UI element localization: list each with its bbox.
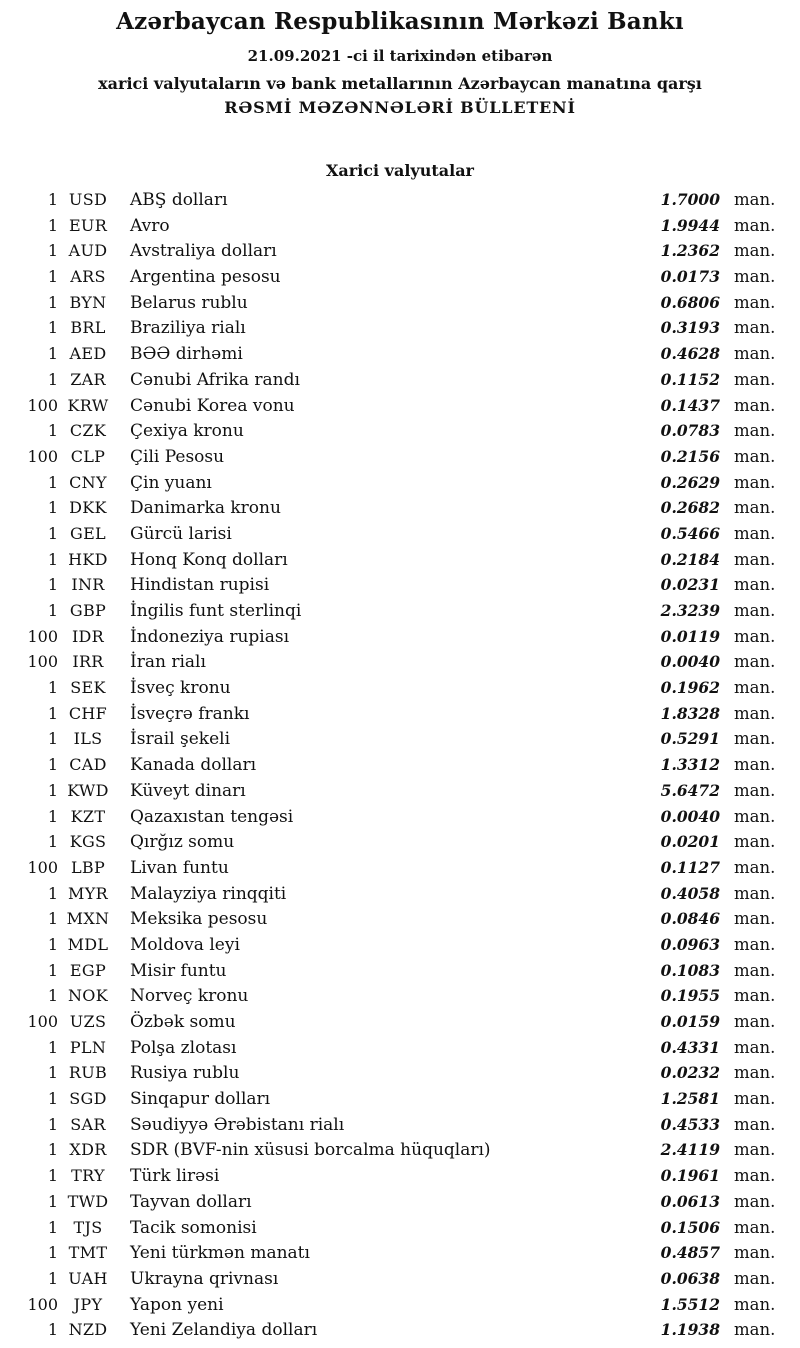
currency-row xyxy=(18,752,776,778)
row-unit-label: man. xyxy=(734,1166,776,1186)
row-quantity: 1 xyxy=(47,190,58,209)
row-unit-label: man. xyxy=(734,755,776,775)
row-unit-label: man. xyxy=(734,1243,776,1263)
row-currency-name: Kanada dolları xyxy=(130,755,257,776)
row-unit-label: man. xyxy=(734,1037,776,1057)
row-currency-code: MYR xyxy=(68,883,108,903)
row-rate-value: 1.1938 xyxy=(660,1320,720,1340)
row-quantity: 100 xyxy=(27,1012,58,1031)
row-unit-label: man. xyxy=(734,1191,776,1211)
row-rate-value: 0.1437 xyxy=(660,395,720,415)
row-rate-value: 0.0173 xyxy=(660,267,720,287)
row-quantity: 1 xyxy=(47,318,58,338)
currency-row xyxy=(18,1266,776,1292)
row-quantity: 1 xyxy=(47,1268,58,1288)
row-quantity: 1 xyxy=(47,601,58,620)
row-currency-name: Meksika pesosu xyxy=(130,909,268,930)
row-quantity: 1 xyxy=(47,832,58,852)
row-quantity: 1 xyxy=(47,934,58,954)
row-quantity: 1 xyxy=(47,883,58,903)
row-quantity: 1 xyxy=(47,575,58,595)
row-rate-value: 0.0201 xyxy=(660,832,720,852)
row-currency-name: Avro xyxy=(130,215,170,236)
row-currency-name: Ukrayna qrivnası xyxy=(130,1268,279,1289)
row-unit-label: man. xyxy=(734,1217,776,1237)
row-unit-label: man. xyxy=(734,215,776,235)
row-rate-value: 2.3239 xyxy=(660,601,720,620)
row-rate-value: 0.0638 xyxy=(660,1268,720,1288)
row-rate-value: 0.0613 xyxy=(660,1191,720,1211)
row-currency-code: UZS xyxy=(69,1012,107,1031)
row-currency-name: İndoneziya rupiası xyxy=(130,626,290,647)
row-quantity: 1 xyxy=(47,909,58,929)
row-unit-label: man. xyxy=(734,1320,776,1340)
effective-date-line: 21.09.2021 -ci il tarixindən etibarən xyxy=(247,47,553,65)
row-currency-code: RUB xyxy=(68,1063,108,1083)
row-quantity: 100 xyxy=(27,1294,58,1314)
row-currency-name: İsveç kronu xyxy=(130,678,231,699)
row-currency-code: SAR xyxy=(70,1114,106,1134)
row-currency-code: EGP xyxy=(69,960,107,980)
currency-row xyxy=(18,932,776,958)
row-unit-label: man. xyxy=(734,1063,776,1083)
row-unit-label: man. xyxy=(734,1294,776,1314)
row-currency-name: İsveçrə frankı xyxy=(130,703,250,724)
row-unit-label: man. xyxy=(734,1089,776,1109)
row-currency-name: Çili Pesosu xyxy=(130,446,225,467)
row-currency-name: Sinqapur dolları xyxy=(130,1089,271,1110)
row-quantity: 100 xyxy=(27,626,58,646)
row-unit-label: man. xyxy=(734,652,776,672)
row-rate-value: 0.4331 xyxy=(660,1037,720,1057)
row-currency-code: JPY xyxy=(73,1294,103,1314)
row-rate-value: 0.1962 xyxy=(660,678,720,698)
row-currency-code: ILS xyxy=(73,729,103,749)
row-unit-label: man. xyxy=(734,960,776,980)
row-unit-label: man. xyxy=(734,292,776,312)
currency-row xyxy=(18,1317,776,1343)
row-quantity: 1 xyxy=(47,241,58,261)
row-currency-name: SDR (BVF-nin xüsusi borcalma hüquqları) xyxy=(130,1140,491,1161)
row-currency-code: UAH xyxy=(68,1268,108,1288)
row-currency-code: SEK xyxy=(70,678,106,698)
row-unit-label: man. xyxy=(734,857,776,877)
row-rate-value: 0.1955 xyxy=(660,986,720,1006)
row-currency-name: Tacik somonisi xyxy=(130,1217,257,1238)
currency-row xyxy=(18,290,776,316)
row-unit-label: man. xyxy=(734,601,776,620)
currency-row xyxy=(18,572,776,598)
row-unit-label: man. xyxy=(734,883,776,903)
row-rate-value: 2.4119 xyxy=(660,1140,720,1160)
currency-table xyxy=(0,187,800,1343)
currency-row xyxy=(18,778,776,804)
row-quantity: 1 xyxy=(47,1217,58,1237)
row-unit-label: man. xyxy=(734,678,776,698)
row-currency-code: CZK xyxy=(69,421,107,441)
row-quantity: 1 xyxy=(47,472,58,492)
row-unit-label: man. xyxy=(734,472,776,492)
row-rate-value: 0.0040 xyxy=(660,652,720,672)
row-quantity: 100 xyxy=(27,446,58,466)
row-currency-code: TRY xyxy=(71,1166,105,1186)
row-unit-label: man. xyxy=(734,832,776,852)
row-rate-value: 0.1152 xyxy=(660,369,720,389)
row-unit-label: man. xyxy=(734,626,776,646)
row-currency-name: Küveyt dinarı xyxy=(130,780,246,801)
row-unit-label: man. xyxy=(734,1114,776,1134)
row-currency-code: KZT xyxy=(70,806,106,826)
row-currency-code: AUD xyxy=(68,241,108,261)
row-rate-value: 0.2682 xyxy=(660,498,720,518)
row-currency-name: Qazaxıstan tengəsi xyxy=(130,806,294,827)
row-quantity: 1 xyxy=(47,344,58,364)
row-unit-label: man. xyxy=(734,498,776,518)
row-rate-value: 0.4058 xyxy=(660,883,720,903)
row-currency-code: INR xyxy=(71,575,105,595)
row-rate-value: 0.5466 xyxy=(660,523,720,543)
row-unit-label: man. xyxy=(734,241,776,261)
row-rate-value: 1.9944 xyxy=(660,215,720,235)
currency-row xyxy=(18,470,776,496)
row-unit-label: man. xyxy=(734,806,776,826)
row-currency-code: NZD xyxy=(68,1320,108,1340)
currency-row xyxy=(18,367,776,393)
row-unit-label: man. xyxy=(734,523,776,543)
row-rate-value: 0.4628 xyxy=(660,344,720,364)
currency-row xyxy=(18,1137,776,1163)
currency-row xyxy=(18,341,776,367)
currency-row xyxy=(18,444,776,470)
row-unit-label: man. xyxy=(734,1012,776,1031)
currency-row xyxy=(18,1163,776,1189)
row-unit-label: man. xyxy=(734,780,776,800)
row-currency-name: Hindistan rupisi xyxy=(130,575,270,596)
row-currency-name: Danimarka kronu xyxy=(130,498,281,519)
row-quantity: 100 xyxy=(27,652,58,672)
row-quantity: 1 xyxy=(47,678,58,698)
row-rate-value: 0.3193 xyxy=(660,318,720,338)
row-currency-name: Yeni türkmən manatı xyxy=(130,1243,310,1264)
row-quantity: 1 xyxy=(47,267,58,287)
row-currency-code: DKK xyxy=(69,498,107,518)
row-rate-value: 1.2362 xyxy=(660,241,720,261)
row-quantity: 100 xyxy=(27,857,58,877)
row-currency-name: İsrail şekeli xyxy=(130,729,230,750)
row-quantity: 1 xyxy=(47,960,58,980)
row-currency-code: NOK xyxy=(68,986,108,1006)
row-rate-value: 0.2184 xyxy=(660,549,720,569)
currency-row xyxy=(18,213,776,239)
row-rate-value: 0.4533 xyxy=(660,1114,720,1134)
currency-row xyxy=(18,1215,776,1241)
row-unit-label: man. xyxy=(734,1268,776,1288)
row-rate-value: 0.1961 xyxy=(660,1166,720,1186)
row-quantity: 1 xyxy=(47,369,58,389)
row-currency-name: Polşa zlotası xyxy=(130,1037,237,1058)
row-currency-code: BYN xyxy=(69,292,107,312)
row-currency-name: Tayvan dolları xyxy=(130,1191,252,1212)
row-currency-code: CHF xyxy=(68,703,108,723)
row-rate-value: 0.1506 xyxy=(660,1217,720,1237)
row-rate-value: 0.0040 xyxy=(660,806,720,826)
currency-row xyxy=(18,187,776,213)
row-rate-value: 0.1083 xyxy=(660,960,720,980)
row-rate-value: 5.6472 xyxy=(660,780,720,800)
row-rate-value: 0.0159 xyxy=(660,1012,720,1031)
row-currency-code: BRL xyxy=(70,318,106,338)
row-unit-label: man. xyxy=(734,446,776,466)
row-rate-value: 1.7000 xyxy=(660,190,720,209)
row-currency-name: Cənubi Korea vonu xyxy=(130,395,295,416)
row-currency-code: TWD xyxy=(67,1191,109,1211)
row-quantity: 1 xyxy=(47,986,58,1006)
row-currency-name: Yeni Zelandiya dolları xyxy=(130,1320,318,1341)
row-currency-name: İngilis funt sterlinqi xyxy=(130,601,302,621)
row-currency-code: EUR xyxy=(68,215,108,235)
row-quantity: 1 xyxy=(47,1140,58,1160)
subtitle-line-2: RƏSMİ MƏZƏNNƏLƏRİ BÜLLETENİ xyxy=(224,98,576,117)
row-rate-value: 1.5512 xyxy=(660,1294,720,1314)
row-currency-code: KWD xyxy=(67,780,109,800)
currency-row xyxy=(18,649,776,675)
row-currency-code: KRW xyxy=(67,395,109,415)
row-quantity: 1 xyxy=(47,1243,58,1263)
row-currency-code: CNY xyxy=(69,472,107,492)
row-currency-code: HKD xyxy=(68,549,108,569)
row-currency-code: CAD xyxy=(69,755,107,775)
currency-row xyxy=(18,1189,776,1215)
currency-row xyxy=(18,675,776,701)
row-currency-code: MDL xyxy=(67,934,109,954)
row-unit-label: man. xyxy=(734,729,776,749)
currency-row xyxy=(18,418,776,444)
row-currency-name: Yapon yeni xyxy=(130,1294,224,1315)
row-unit-label: man. xyxy=(734,318,776,338)
row-quantity: 1 xyxy=(47,1166,58,1186)
row-currency-code: LBP xyxy=(70,857,106,877)
currency-row xyxy=(18,624,776,650)
row-currency-name: Moldova leyi xyxy=(130,934,240,955)
row-unit-label: man. xyxy=(734,190,776,209)
row-currency-code: SGD xyxy=(69,1089,107,1109)
subtitle-line-1: xarici valyutaların və bank metallarının Azərbaycan manatına qarşı xyxy=(98,74,702,93)
row-rate-value: 0.0119 xyxy=(660,626,720,646)
row-currency-name: Belarus rublu xyxy=(130,292,248,313)
row-currency-name: Səudiyyə Ərəbistanı rialı xyxy=(130,1114,345,1135)
row-currency-code: AED xyxy=(69,344,107,364)
currency-row xyxy=(18,1086,776,1112)
row-currency-name: Livan funtu xyxy=(130,857,229,878)
row-quantity: 1 xyxy=(47,523,58,543)
currency-row xyxy=(18,264,776,290)
currency-row xyxy=(18,1112,776,1138)
row-rate-value: 0.2629 xyxy=(660,472,720,492)
row-currency-code: GBP xyxy=(69,601,107,620)
currency-row xyxy=(18,238,776,264)
currency-row xyxy=(18,1035,776,1061)
currency-row xyxy=(18,1292,776,1318)
row-quantity: 100 xyxy=(27,395,58,415)
row-currency-name: Honq Konq dolları xyxy=(130,549,288,570)
row-currency-code: IDR xyxy=(71,626,105,646)
row-quantity: 1 xyxy=(47,729,58,749)
row-unit-label: man. xyxy=(734,369,776,389)
row-currency-name: ABŞ dolları xyxy=(130,190,228,210)
row-currency-name: Avstraliya dolları xyxy=(130,241,277,262)
row-currency-name: Çexiya kronu xyxy=(130,421,244,442)
row-quantity: 1 xyxy=(47,1089,58,1109)
row-currency-code: ZAR xyxy=(70,369,106,389)
currency-row xyxy=(18,804,776,830)
row-quantity: 1 xyxy=(47,780,58,800)
row-rate-value: 0.4857 xyxy=(660,1243,720,1263)
row-currency-name: İran rialı xyxy=(130,652,206,673)
row-currency-name: BƏƏ dirhəmi xyxy=(130,344,243,365)
row-currency-code: MXN xyxy=(66,909,110,929)
row-currency-code: ARS xyxy=(70,267,106,287)
currency-row xyxy=(18,855,776,881)
row-quantity: 1 xyxy=(47,498,58,518)
section-title: Xarici valyutalar xyxy=(326,161,474,180)
row-currency-name: Cənubi Afrika randı xyxy=(130,369,300,390)
currency-row xyxy=(18,521,776,547)
row-quantity: 1 xyxy=(47,1114,58,1134)
row-unit-label: man. xyxy=(734,986,776,1006)
row-rate-value: 0.1127 xyxy=(660,857,720,877)
row-quantity: 1 xyxy=(47,549,58,569)
row-quantity: 1 xyxy=(47,1063,58,1083)
currency-row xyxy=(18,393,776,419)
row-quantity: 1 xyxy=(47,703,58,723)
row-currency-name: Özbək somu xyxy=(130,1012,236,1032)
row-rate-value: 0.0783 xyxy=(660,421,720,441)
currency-row xyxy=(18,1060,776,1086)
row-quantity: 1 xyxy=(47,292,58,312)
row-rate-value: 1.2581 xyxy=(660,1089,720,1109)
row-currency-name: Türk lirəsi xyxy=(130,1166,220,1187)
currency-row xyxy=(18,701,776,727)
row-rate-value: 1.3312 xyxy=(660,755,720,775)
row-quantity: 1 xyxy=(47,755,58,775)
row-unit-label: man. xyxy=(734,549,776,569)
currency-row xyxy=(18,547,776,573)
row-rate-value: 0.5291 xyxy=(660,729,720,749)
row-quantity: 1 xyxy=(47,421,58,441)
currency-row xyxy=(18,726,776,752)
row-currency-name: Çin yuanı xyxy=(130,472,212,493)
currency-row xyxy=(18,958,776,984)
currency-row xyxy=(18,906,776,932)
row-currency-code: KGS xyxy=(69,832,107,852)
row-currency-name: Argentina pesosu xyxy=(130,267,281,288)
row-quantity: 1 xyxy=(47,806,58,826)
currency-row xyxy=(18,315,776,341)
row-rate-value: 1.8328 xyxy=(660,703,720,723)
currency-row xyxy=(18,1009,776,1035)
row-unit-label: man. xyxy=(734,909,776,929)
row-unit-label: man. xyxy=(734,1140,776,1160)
row-unit-label: man. xyxy=(734,703,776,723)
currency-row xyxy=(18,495,776,521)
bulletin-header xyxy=(0,8,800,117)
row-unit-label: man. xyxy=(734,267,776,287)
row-currency-code: USD xyxy=(68,190,108,209)
currency-row xyxy=(18,983,776,1009)
currency-row xyxy=(18,598,776,624)
row-currency-code: TJS xyxy=(73,1217,103,1237)
row-currency-code: IRR xyxy=(72,652,104,672)
currency-row xyxy=(18,1240,776,1266)
currency-row xyxy=(18,881,776,907)
row-rate-value: 0.0846 xyxy=(660,909,720,929)
row-unit-label: man. xyxy=(734,421,776,441)
row-quantity: 1 xyxy=(47,1037,58,1057)
row-currency-name: Malayziya rinqqiti xyxy=(130,883,287,904)
row-unit-label: man. xyxy=(734,575,776,595)
row-currency-name: Braziliya rialı xyxy=(130,318,246,339)
row-rate-value: 0.2156 xyxy=(660,446,720,466)
row-quantity: 1 xyxy=(47,1191,58,1211)
row-rate-value: 0.0231 xyxy=(660,575,720,595)
row-currency-name: Gürcü larisi xyxy=(130,523,232,544)
row-currency-code: PLN xyxy=(69,1037,107,1057)
row-quantity: 1 xyxy=(47,1320,58,1340)
row-unit-label: man. xyxy=(734,395,776,415)
row-currency-code: XDR xyxy=(69,1140,107,1160)
row-currency-name: Misir funtu xyxy=(130,960,227,981)
row-currency-name: Rusiya rublu xyxy=(130,1063,240,1084)
row-quantity: 1 xyxy=(47,215,58,235)
row-rate-value: 0.0963 xyxy=(660,934,720,954)
row-rate-value: 0.6806 xyxy=(660,292,720,312)
row-currency-code: GEL xyxy=(70,523,106,543)
row-currency-code: TMT xyxy=(68,1243,108,1263)
row-unit-label: man. xyxy=(734,934,776,954)
row-currency-code: CLP xyxy=(70,446,106,466)
row-unit-label: man. xyxy=(734,344,776,364)
row-rate-value: 0.0232 xyxy=(660,1063,720,1083)
row-currency-name: Qırğız somu xyxy=(130,832,235,853)
currency-row xyxy=(18,829,776,855)
row-currency-name: Norveç kronu xyxy=(130,986,249,1007)
page-title: Azərbaycan Respublikasının Mərkəzi Bankı xyxy=(116,8,684,35)
